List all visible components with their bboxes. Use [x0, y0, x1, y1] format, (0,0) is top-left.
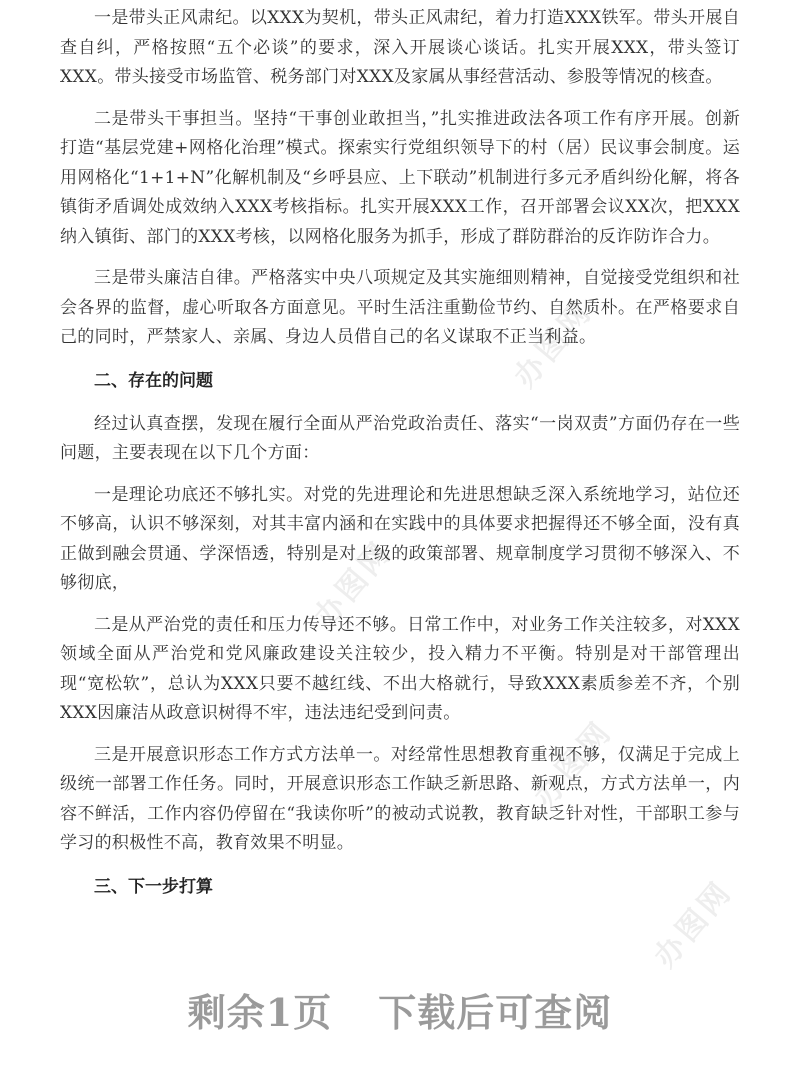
watermark: 办图网 [647, 873, 740, 975]
paragraph-7: 三是开展意识形态工作方式方法单一。对经常性思想教育重视不够，仅满足于完成上级统一部署工作任务。同时，开展意识形态工作缺乏新思路、新观点，方式方法单一，内容不鲜活，工作内容仍停留在“我读你听”的被动式说教，教育缺乏针对性，干部职工参与学习的积极性不高，教育效果不明显。 [60, 744, 740, 853]
section-heading-next-steps: 三、下一步打算 [94, 876, 213, 897]
paragraph-1: 一是带头正风肃纪。以XXX为契机，带头正风肃纪，着力打造XXX铁军。带头开展自查自纠，严格按照“五个必谈”的要求，深入开展谈心谈话。扎实开展XXX，带头签订XXX。带头接受市场监管、税务部门对XXX及家属从事经营活动、参股等情况的核查。 [60, 8, 740, 87]
download-to-view-label: 下载后可查阅 [378, 990, 613, 1035]
remaining-pages-label: 剩余1页 [187, 990, 333, 1035]
watermark: 办图网 [307, 533, 400, 635]
paragraph-5: 一是理论功底还不够扎实。对党的先进理论和先进思想缺乏深入系统地学习，站位还不够高，认识不够深刻，对其丰富内涵和在实践中的具体要求把握得还不够全面，没有真正做到融会贯通、学深悟透，特别是对上级的政策部署、规章制度学习贯彻不够深入、不够彻底， [60, 484, 740, 593]
section-heading-problems: 二、存在的问题 [94, 370, 213, 391]
watermark: 办图网 [527, 713, 620, 815]
paragraph-6: 二是从严治党的责任和压力传导还不够。日常工作中，对业务工作关注较多，对XXX领域全面从严治党和党风廉政建设关注较少，投入精力不平衡。特别是对干部管理出现“宽松软”，总认为XXX只要不越红线、不出大格就行，导致XXX素质参差不齐，个别XXX因廉洁从政意识树得不牢，违法违纪受到问责。 [60, 614, 740, 723]
watermark: 办图网 [507, 293, 600, 395]
paragraph-3: 三是带头廉洁自律。严格落实中央八项规定及其实施细则精神，自觉接受党组织和社会各界的监督，虚心听取各方面意见。平时生活注重勤俭节约、自然质朴。在严格要求自己的同时，严禁家人、亲属、身边人员借自己的名义谋取不正当利益。 [60, 268, 740, 347]
paragraph-2: 二是带头干事担当。坚持“干事创业敢担当，”扎实推进政法各项工作有序开展。创新打造“基层党建+网格化治理”模式。探索实行党组织领导下的村（居）民议事会制度。运用网格化“1+1+N”化解机制及“乡呼县应、上下联动”机制进行多元矛盾纠纷化解，将各镇街矛盾调处成效纳入XXX考核指标。扎实开展XXX工作，召开部署会议XX次，把XXX纳入镇街、部门的XXX考核，以网格化服务为抓手，形成了群防群治的反诈防诈合力。 [60, 108, 740, 247]
document-body [60, 4, 740, 916]
download-prompt[interactable] [0, 982, 800, 1037]
paragraph-4: 经过认真查摆，发现在履行全面从严治党政治责任、落实“一岗双责”方面仍存在一些问题，主要表现在以下几个方面： [60, 413, 740, 463]
